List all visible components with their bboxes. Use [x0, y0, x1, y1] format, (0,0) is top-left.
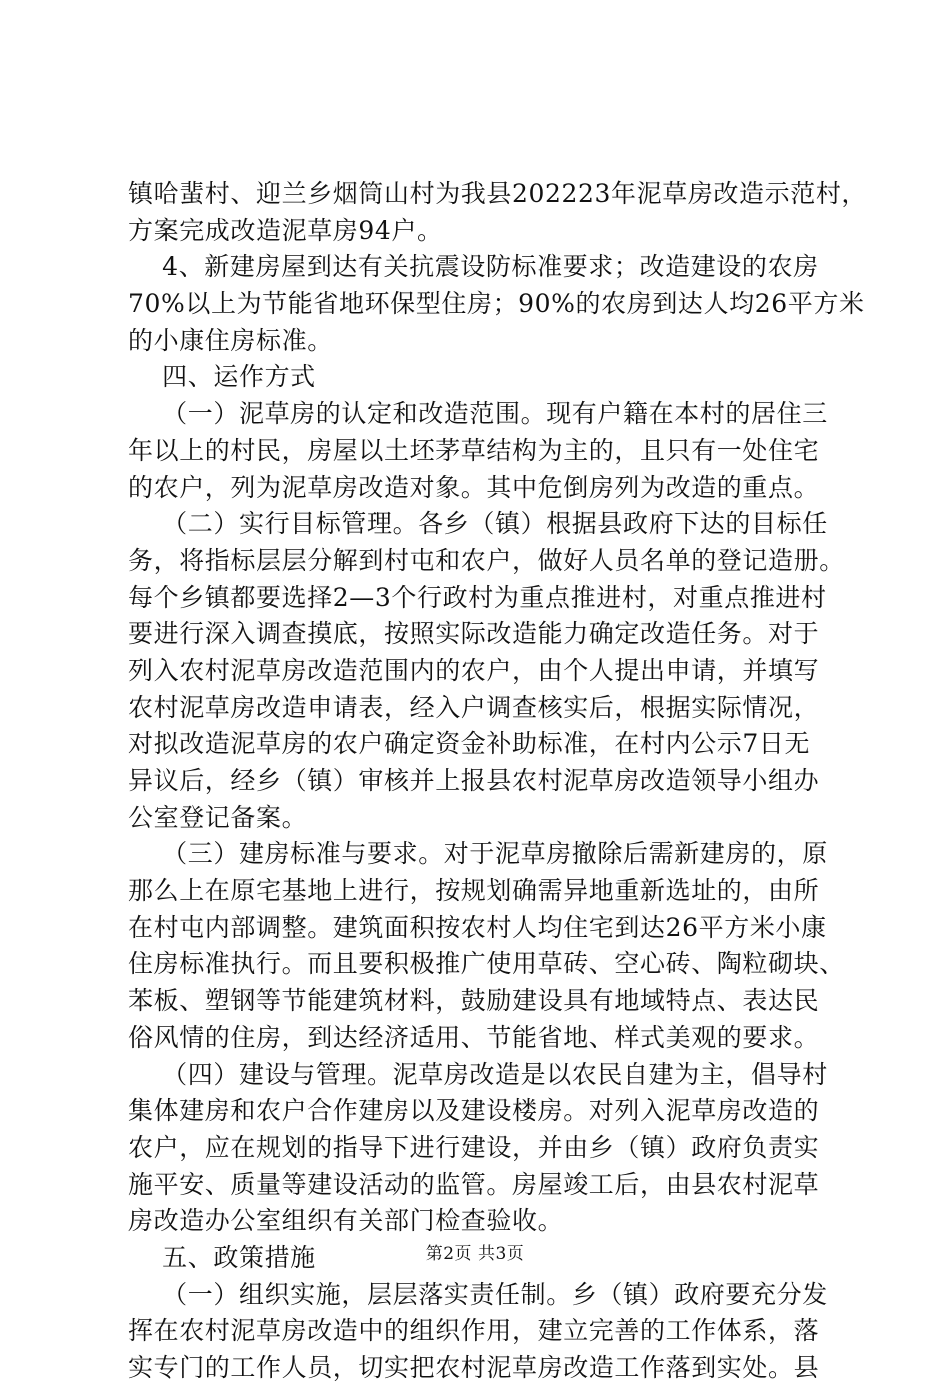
text-line: 的小康住房标准。	[128, 325, 333, 355]
text-line: 集体建房和农户合作建房以及建设楼房。对列入泥草房改造的	[128, 1096, 820, 1126]
text-line: 农户，应在规划的指导下进行建设，并由乡（镇）政府负责实	[128, 1132, 820, 1162]
text-line: 实专门的工作人员，切实把农村泥草房改造工作落到实处。县	[128, 1353, 820, 1382]
text-line: 农村泥草房改造申请表，经入户调查核实后，根据实际情况，	[128, 692, 820, 722]
text-line: 房改造办公室组织有关部门检查验收。	[128, 1206, 564, 1236]
text-line: （一）泥草房的认定和改造范围。现有户籍在本村的居住三	[128, 399, 828, 429]
text-line: 每个乡镇都要选择2—3个行政村为重点推进村，对重点推进村	[128, 582, 827, 612]
text-line: 列入农村泥草房改造范围内的农户，由个人提出申请，并填写	[128, 655, 820, 685]
text-line: 4、新建房屋到达有关抗震设防标准要求；改造建设的农房	[128, 252, 819, 282]
text-line: 异议后，经乡（镇）审核并上报县农村泥草房改造领导小组办	[128, 766, 820, 795]
text-line: （二）实行目标管理。各乡（镇）根据县政府下达的目标任	[128, 509, 828, 539]
document-body	[128, 176, 868, 1387]
text-line: 镇哈蜚村、迎兰乡烟筒山村为我县202223年泥草房改造示范村，	[128, 179, 868, 208]
text-line: 苯板、塑钢等节能建筑材料，鼓励建设具有地域特点、表达民	[128, 986, 820, 1016]
text-line: 对拟改造泥草房的农户确定资金补助标准，在村内公示7日无	[128, 729, 811, 759]
text-line: 公室登记备案。	[128, 802, 308, 832]
section-heading: 五、政策措施	[128, 1242, 316, 1272]
text-line: 住房标准执行。而且要积极推广使用草砖、空心砖、陶粒砌块、	[128, 949, 845, 979]
text-line: 的农户，列为泥草房改造对象。其中危倒房列为改造的重点。	[128, 472, 820, 502]
text-line: （四）建设与管理。泥草房改造是以农民自建为主，倡导村	[128, 1059, 828, 1089]
text-line: 施平安、质量等建设活动的监管。房屋竣工后，由县农村泥草	[128, 1169, 820, 1199]
text-line: 在村屯内部调整。建筑面积按农村人均住宅到达26平方米小康	[128, 912, 827, 942]
text-line: 70%以上为节能省地环保型住房；90%的农房到达人均26平方米	[128, 289, 865, 319]
text-line: 方案完成改造泥草房94户。	[128, 215, 443, 245]
text-line: （一）组织实施，层层落实责任制。乡（镇）政府要充分发	[128, 1279, 828, 1309]
text-line: 挥在农村泥草房改造中的组织作用，建立完善的工作体系，落	[128, 1316, 820, 1346]
section-heading: 四、运作方式	[128, 362, 316, 392]
text-line: 俗风情的住房，到达经济适用、节能省地、样式美观的要求。	[128, 1022, 820, 1052]
page-number-footer: 第2页 共3页	[425, 1244, 525, 1264]
text-line: 年以上的村民，房屋以土坯茅草结构为主的，且只有一处住宅	[128, 435, 820, 465]
text-line: 要进行深入调查摸底，按照实际改造能力确定改造任务。对于	[128, 619, 820, 649]
text-line: （三）建房标准与要求。对于泥草房撤除后需新建房的，原	[128, 839, 828, 869]
text-line: 那么上在原宅基地上进行，按规划确需异地重新选址的，由所	[128, 876, 820, 906]
text-line: 务，将指标层层分解到村屯和农户，做好人员名单的登记造册。	[128, 545, 845, 575]
